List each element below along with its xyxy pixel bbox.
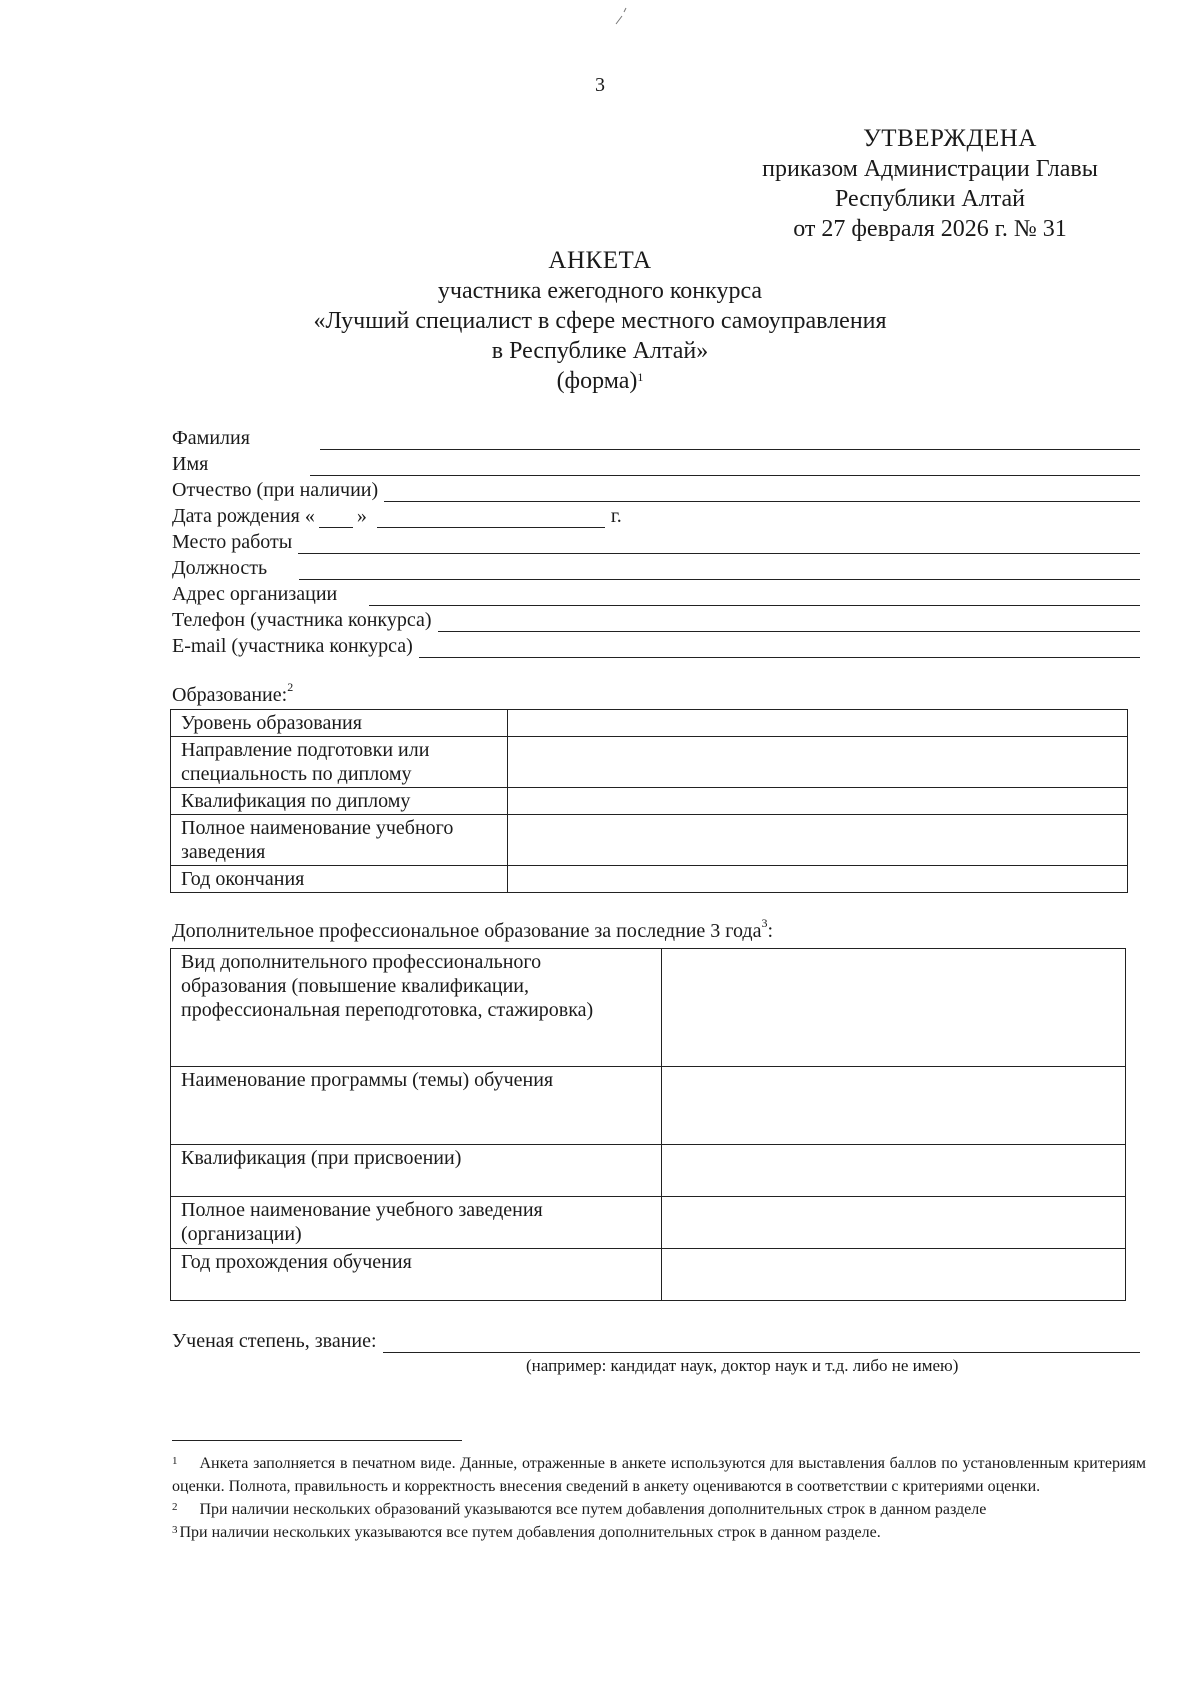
- table-input-cell[interactable]: [508, 866, 1128, 893]
- surname-input-line[interactable]: [320, 431, 1140, 450]
- table-row: [171, 1067, 1126, 1145]
- field-label: Отчество (при наличии): [172, 479, 379, 501]
- table-input-cell[interactable]: [508, 815, 1128, 866]
- table-row-label: Год окончания: [171, 866, 508, 893]
- field-org-address: [172, 580, 1140, 606]
- footnote-text: Анкета заполняется в печатном виде. Данные, отраженные в анкете используются для выставления баллов по установленным критериям оценки. Полнота, правильность и корректность внесения сведений в анкету оцениваются в соответствии с критериями оценки.: [172, 1455, 1146, 1495]
- title-line: «Лучший специалист в сфере местного самоуправления: [313, 308, 887, 334]
- field-name: [172, 450, 1140, 476]
- education-table: [170, 709, 1128, 893]
- org-address-input-line[interactable]: [369, 587, 1140, 606]
- table-row-label: Направление подготовки или специальность по диплому: [171, 737, 508, 788]
- field-label: Фамилия: [172, 427, 250, 449]
- table-row-label: Квалификация по диплому: [171, 788, 508, 815]
- degree-hint: (например: кандидат наук, доктор наук и т.д. либо не имею): [526, 1356, 959, 1375]
- table-input-cell[interactable]: [662, 1197, 1126, 1249]
- form-label: (форма): [556, 368, 638, 394]
- additional-education-caption: [172, 916, 774, 943]
- table-row-label: Квалификация (при присвоении): [171, 1145, 662, 1197]
- table-row-label: Вид дополнительного профессионального образования (повышение квалификации, профессиональная переподготовка, стажировка): [171, 949, 662, 1067]
- table-input-cell[interactable]: [508, 710, 1128, 737]
- footnote-ref: 1: [637, 370, 644, 384]
- table-row: [171, 815, 1128, 866]
- field-phone: [172, 606, 1140, 632]
- education-caption-text: Образование:: [172, 684, 288, 706]
- approval-block: [720, 124, 1140, 244]
- footnote: [172, 1498, 1146, 1521]
- pen-mark-icon: [612, 4, 632, 28]
- field-label: Имя: [172, 453, 209, 475]
- field-label: г.: [610, 505, 622, 527]
- footnote-separator: [172, 1440, 462, 1441]
- birth-month-year-input-line[interactable]: [377, 509, 605, 528]
- field-label: Дата рождения «: [172, 505, 315, 527]
- table-input-cell[interactable]: [662, 1145, 1126, 1197]
- degree-input-line[interactable]: [383, 1334, 1140, 1353]
- document-title: [0, 246, 1200, 396]
- approval-line: от 27 февраля 2026 г. № 31: [793, 216, 1067, 242]
- table-row-label: Уровень образования: [171, 710, 508, 737]
- footnote-number: 2: [172, 1501, 178, 1513]
- field-position: [172, 554, 1140, 580]
- approval-line: приказом Администрации Главы: [762, 156, 1098, 182]
- footnote-text: При наличии нескольких указываются все путем добавления дополнительных строк в данном разделе.: [179, 1524, 881, 1541]
- position-input-line[interactable]: [299, 561, 1140, 580]
- birth-day-input-line[interactable]: [319, 509, 353, 528]
- table-row: [171, 710, 1128, 737]
- field-label: Ученая степень, звание:: [172, 1330, 377, 1352]
- footnote: [172, 1452, 1146, 1498]
- field-workplace: [172, 528, 1140, 554]
- table-input-cell[interactable]: [662, 949, 1126, 1067]
- table-row: [171, 737, 1128, 788]
- title-main: АНКЕТА: [548, 247, 652, 274]
- footnote-ref: 2: [287, 680, 294, 694]
- table-row-label: Полное наименование учебного заведения: [171, 815, 508, 866]
- patronymic-input-line[interactable]: [384, 483, 1140, 502]
- additional-education-table: [170, 948, 1126, 1301]
- field-email: [172, 632, 1140, 658]
- approval-title: УТВЕРЖДЕНА: [863, 125, 1037, 152]
- name-input-line[interactable]: [310, 457, 1140, 476]
- education-caption: [172, 680, 294, 707]
- field-label: Должность: [172, 557, 268, 579]
- table-row: [171, 1145, 1126, 1197]
- field-label: »: [356, 505, 367, 527]
- table-row: [171, 1249, 1126, 1301]
- table-row-label: Наименование программы (темы) обучения: [171, 1067, 662, 1145]
- field-label: Адрес организации: [172, 583, 338, 605]
- field-patronymic: [172, 476, 1140, 502]
- title-line: участника ежегодного конкурса: [437, 278, 763, 304]
- approval-line: Республики Алтай: [835, 186, 1025, 212]
- email-input-line[interactable]: [419, 639, 1140, 658]
- personal-fields: [172, 424, 1140, 658]
- caption-colon: :: [767, 920, 774, 942]
- footnote-text: При наличии нескольких образований указываются все путем добавления дополнительных строк в данном разделе: [199, 1501, 987, 1518]
- footnote-ref: 3: [761, 916, 768, 930]
- table-row-label: Год прохождения обучения: [171, 1249, 662, 1301]
- table-input-cell[interactable]: [508, 737, 1128, 788]
- table-input-cell[interactable]: [662, 1249, 1126, 1301]
- form-label-line: [0, 366, 1200, 396]
- footnote-number: 1: [172, 1455, 178, 1467]
- table-row-label: Полное наименование учебного заведения (организации): [171, 1197, 662, 1249]
- field-label: Место работы: [172, 531, 293, 553]
- footnotes: [172, 1452, 1146, 1544]
- table-row: [171, 788, 1128, 815]
- field-label: E-mail (участника конкурса): [172, 635, 413, 657]
- table-input-cell[interactable]: [508, 788, 1128, 815]
- field-academic-degree: [172, 1330, 1140, 1353]
- field-label: Телефон (участника конкурса): [172, 609, 432, 631]
- footnote: [172, 1521, 1146, 1544]
- page-number: 3: [595, 74, 605, 96]
- table-input-cell[interactable]: [662, 1067, 1126, 1145]
- additional-education-caption-text: Дополнительное профессиональное образование за последние 3 года: [172, 920, 762, 942]
- footnote-number: 3: [172, 1524, 178, 1536]
- workplace-input-line[interactable]: [298, 535, 1140, 554]
- phone-input-line[interactable]: [438, 613, 1140, 632]
- table-row: [171, 1197, 1126, 1249]
- table-row: [171, 866, 1128, 893]
- table-row: [171, 949, 1126, 1067]
- field-surname: [172, 424, 1140, 450]
- title-line: в Республике Алтай»: [491, 338, 709, 364]
- field-birthdate: [172, 502, 1140, 528]
